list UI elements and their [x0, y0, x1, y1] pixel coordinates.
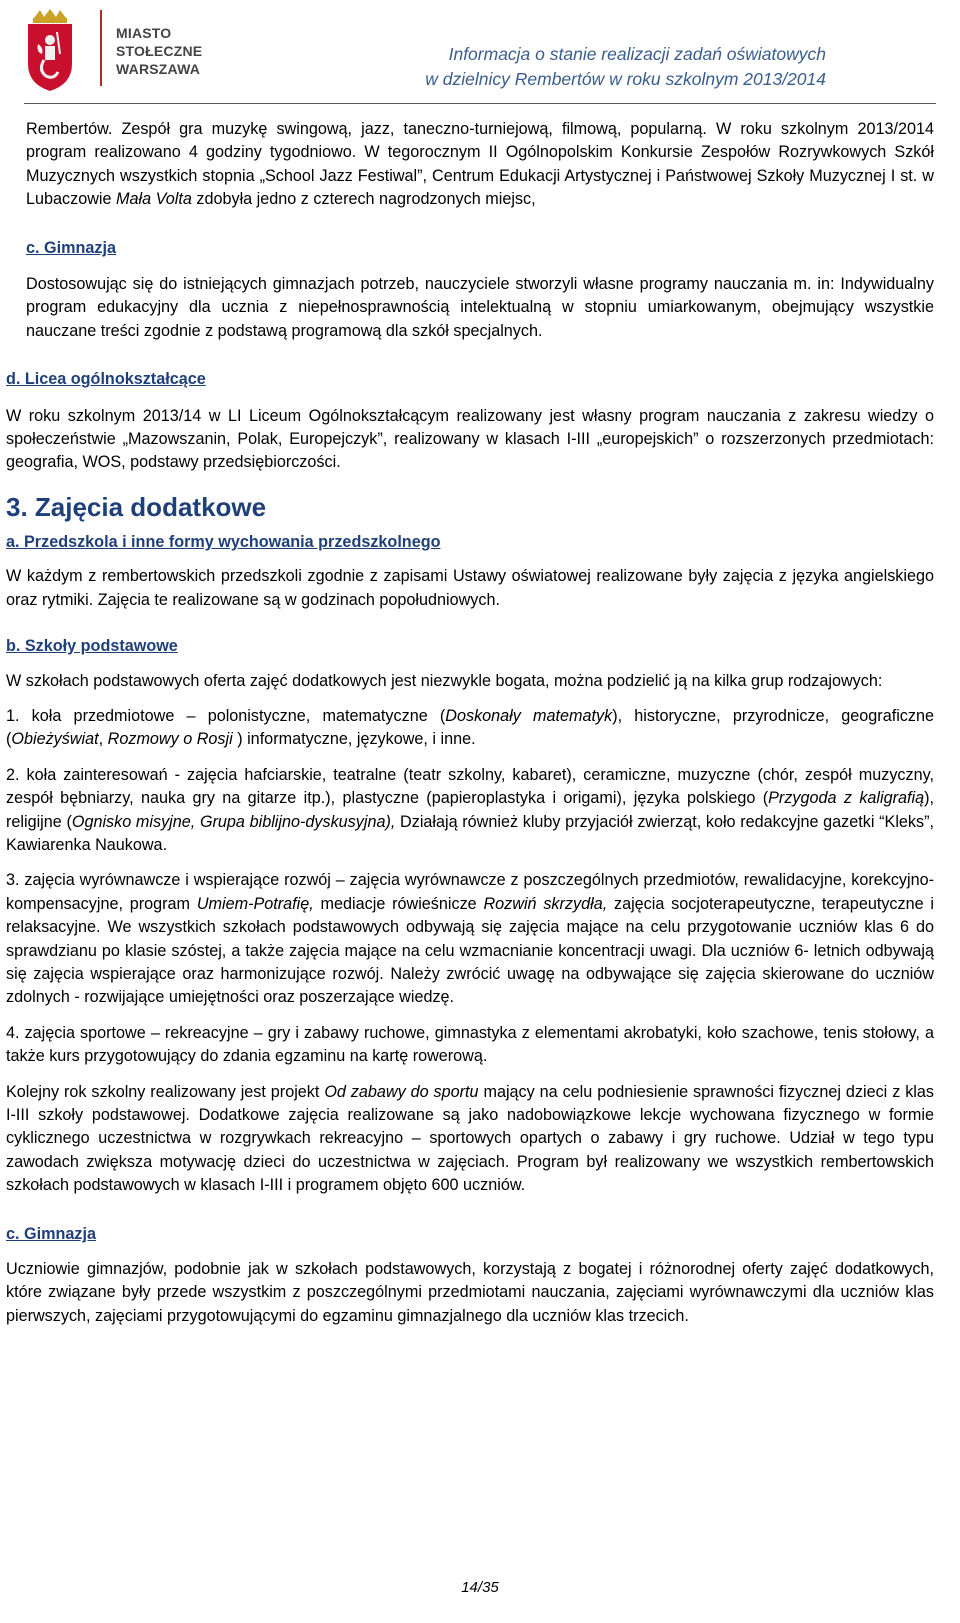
- paragraph-szkoly-intro: W szkołach podstawowych oferta zajęć dodatkowych jest niezwykle bogata, można podzielić ją na kilka grup rodzajowych:: [6, 671, 883, 690]
- paragraph-intro: [6, 118, 934, 212]
- text-run-italic: Od zabawy do sportu: [324, 1082, 479, 1101]
- text-run: mediacje rówieśnicze: [313, 894, 484, 913]
- heading-szkoly-podstawowe: b. Szkoły podstawowe: [6, 637, 178, 656]
- text-run: 3. zajęcia wyrównawcze i wspierające rozwój – zajęcia wyrównawcze z poszczególnych przedmiotów, rewalidacyjne, korekcyjno-kompensacyjne, program: [6, 871, 934, 913]
- page-number: 14/35: [461, 1579, 499, 1596]
- list-item-2: [6, 764, 934, 858]
- document-title-line: Informacja o stanie realizacji zadań oświatowych: [448, 44, 826, 64]
- page-content: [6, 118, 934, 1328]
- text-run-italic: Rozwiń skrzydła,: [483, 894, 608, 913]
- paragraph-sport-project: [6, 1081, 934, 1198]
- text-run: Działają również kluby przyjaciół zwierząt, koło redakcyjne gazetki “Kleks”, Kawiarenka Naukowa.: [6, 812, 934, 854]
- text-run: ,: [98, 730, 108, 749]
- text-run-italic: Obieżyświat: [11, 730, 99, 749]
- heading-licea: d. Licea ogólnokształcące: [6, 370, 206, 389]
- paragraph-licea: W roku szkolnym 2013/14 w LI Liceum Ogólnokształcącym realizowany jest własny program nauczania z zakresu wiedzy o społeczeństwie „Mazowszanin, Polak, Europejczyk”, realizowany w klasach I-III „europejskich” o rozszerzonych przedmiotach: geografia, WOS, podstawy przedsiębiorczości.: [6, 406, 934, 472]
- text-run: Kolejny rok szkolny realizowany jest projekt: [6, 1082, 325, 1101]
- header-rule: [24, 103, 936, 104]
- document-title-line: w dzielnicy Rembertów w roku szkolnym 2013/2014: [425, 69, 826, 89]
- warsaw-crest-logo: [24, 8, 76, 92]
- city-line: MIASTO: [116, 25, 172, 41]
- text-run-italic: Ognisko misyjne, Grupa biblijno-dyskusyjna),: [71, 812, 396, 831]
- heading-gimnazja-2: c. Gimnazja: [6, 1224, 96, 1243]
- list-item-4: 4. zajęcia sportowe – rekreacyjne – gry i zabawy ruchowe, gimnastyka z elementami akrobatyki, koło szachowe, tenis stołowy, a także kurs przygotowujący do zdania egzaminu na kartę rowerową.: [6, 1023, 934, 1066]
- text-run: Rembertów. Zespół gra muzykę swingową, jazz, taneczno-turniejową, filmową, popularną. W roku szkolnym 2013/2014 program realizowano 4 godziny tygodniowo. W tegorocznym II Ogólnopolskim Konkursie Zespołów Rozrywkowych Szkół Muzycznych wszystkich stopnia „School Jazz Festiwal”, Centrum Edukacji Artystycznej i Państwowej Szkoły Muzycznej I st. w Lubaczowie: [26, 120, 934, 209]
- text-run: zajęcia socjoterapeutyczne, terapeutyczne i relaksacyjne. We wszystkich szkołach podstawowych odbywają się zajęcia mające na celu przygotowanie uczniów klas 6 do sprawdzianu po klasie szóstej, a także zajęcia mające na celu wzmacnianie koncentracji uwagi. Dla uczniów 6- letnich odbywają się zajęcia wspierające oraz harmonizujące rozwój. Należy zwrócić uwagę na odbywające się zajęcia skierowane do uczniów zdolnych - rozwijające umiejętności oraz poszerzające wiedzę.: [6, 894, 934, 1007]
- list-item-1: [6, 705, 934, 752]
- text-run: 2. koła zainteresowań - zajęcia hafciarskie, teatralne (teatr szkolny, kabaret), ceramiczne, muzyczne (chór, zespół muzyczny, zespół bębniarzy, nauka gry na gitarze itp.), plastyczne (papieroplastyka i origami), języka polskiego (: [6, 765, 934, 808]
- text-run: 1. koła przedmiotowe – polonistyczne, matematyczne (: [6, 706, 446, 725]
- heading-gimnazja: c. Gimnazja: [26, 238, 116, 257]
- text-run: ), historyczne, przyrodnicze, geograficzne (: [6, 706, 934, 749]
- paragraph-gimnazja-zajecia: Uczniowie gimnazjów, podobnie jak w szkołach podstawowych, korzystają z bogatej i różnorodnej oferty zajęć dodatkowych, które związane były przede wszystkim z poszczególnymi przedmiotami nauczania, zajęciami wyrównawczymi dla uczniów klas pierwszych, zajęciami przygotowującymi do egzaminu gimnazjalnego dla uczniów klas trzecich.: [6, 1260, 934, 1325]
- document-title: [425, 42, 826, 92]
- paragraph-gimnazja-programs: Dostosowując się do istniejących gimnazjach potrzeb, nauczyciele stworzyli własne programy nauczania m. in: Indywidualny program edukacyjny dla ucznia z niepełnosprawnością intelektualną w stopniu umiarkowanym, obejmujący wszystkie nauczane treści zgodnie z podstawą programową dla szkół specjalnych.: [26, 275, 934, 340]
- list-item-3: [6, 869, 934, 1009]
- city-line: STOŁECZNE: [116, 43, 203, 59]
- text-run-italic: Umiem-Potrafię,: [196, 894, 314, 913]
- text-run-italic: Przygoda z kaligrafią: [768, 789, 925, 808]
- text-run: mający na celu podniesienie sprawności fizycznej dzieci z klas I-III szkoły podstawowej. Dodatkowe zajęcia realizowane są jako nadobowiązkowe lekcje wychowana fizycznego w formie cyklicznego uczestnictwa w rozgrywkach rekreacyjno – sportowych opartych o zabawy i gry ruchowe. Udział w tego typu zawodach zwiększa motywację dzieci do uczestnictwa w zajęciach. Program był realizowany we wszystkich rembertowskich szkołach podstawowych w klasach I-III i programem objęto 600 uczniów.: [6, 1082, 934, 1195]
- section-heading-3: 3. Zajęcia dodatkowe: [6, 491, 267, 522]
- text-run-italic: Mała Volta: [116, 190, 192, 209]
- text-run-italic: Doskonały matematyk: [445, 706, 613, 725]
- text-run: zdobyła jedno z czterech nagrodzonych miejsc,: [191, 190, 536, 209]
- heading-przedszkola: a. Przedszkola i inne formy wychowania przedszkolnego: [6, 532, 441, 551]
- city-name: [116, 24, 202, 78]
- city-line: WARSZAWA: [116, 61, 201, 77]
- page-header: [0, 0, 960, 112]
- text-run: ), religijne (: [6, 789, 934, 831]
- text-run: ) informatyczne, językowe, i inne.: [232, 730, 476, 749]
- paragraph-przedszkola: W każdym z rembertowskich przedszkoli zgodnie z zapisami Ustawy oświatowej realizowane były zajęcia z języka angielskiego oraz rytmiki. Zajęcia te realizowane są w godzinach popołudniowych.: [6, 567, 934, 609]
- header-divider: [100, 10, 102, 86]
- text-run-italic: Rozmowy o Rosji: [107, 730, 233, 749]
